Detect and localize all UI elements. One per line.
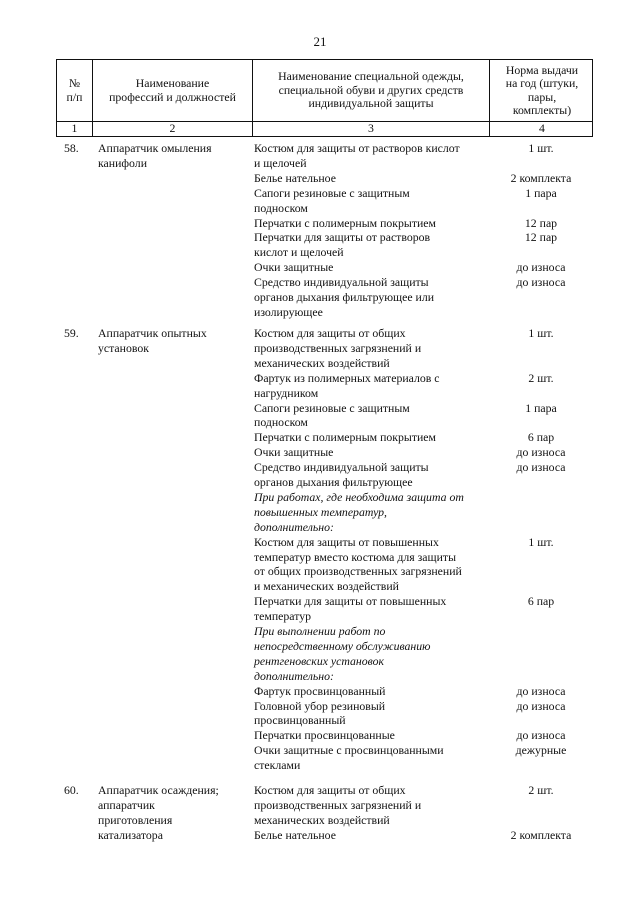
item-name-line: Очки защитные (254, 445, 334, 460)
issue-norm: 2 комплекта (510, 827, 572, 842)
item-name-line: подноском (254, 200, 308, 215)
profession-name: Аппаратчик опытных установок (98, 326, 207, 355)
item-name-line: Фартук просвинцованный (254, 683, 386, 698)
item-name-line: от общих производственных загрязнений (254, 564, 462, 579)
item-name-line: стеклами (254, 758, 301, 773)
item-name-line: температур (254, 609, 312, 624)
item-name-line: и механических воздействий (254, 579, 399, 594)
header-col-number: № п/п (57, 60, 93, 121)
issue-norm: до износа (516, 275, 566, 290)
issue-norm: 1 шт. (528, 141, 554, 155)
condition-note-line: повышенных температур, (254, 504, 388, 519)
item-name-line: Очки защитные (254, 260, 334, 275)
item-name-line: Перчатки с полимерным покрытием (254, 430, 437, 445)
header-col-item: Наименование специальной одежды, специальной обуви и других средств индивидуальной защиты (253, 60, 490, 121)
row-number: 58. (64, 141, 79, 155)
issue-norm: 12 пар (524, 230, 558, 245)
issue-norm: 6 пар (527, 594, 555, 609)
issue-norm: до износа (516, 728, 566, 743)
item-name-line: Перчатки с полимерным покрытием (254, 215, 437, 230)
issue-norm: 1 пара (525, 400, 557, 415)
profession-name: Аппаратчик осаждения; аппаратчик приготовления катализатора (98, 783, 219, 842)
item-name-line: Перчатки для защиты от растворов (254, 230, 431, 245)
row-number: 60. (64, 783, 79, 797)
item-name-line: Очки защитные с просвинцованными (254, 743, 444, 758)
profession-name: Аппаратчик омыления канифоли (98, 141, 212, 170)
item-name-line: кислот и щелочей (254, 245, 344, 260)
header-col-profession: Наименование профессий и должностей (93, 60, 253, 121)
issue-norm: до износа (516, 460, 566, 475)
item-name-line: Костюм для защиты от общих (254, 326, 406, 340)
item-name-line: и щелочей (254, 155, 307, 170)
item-name-line: нагрудником (254, 385, 319, 400)
row-number: 59. (64, 326, 79, 340)
item-name-line: Костюм для защиты от растворов кислот (254, 141, 460, 155)
item-name-line: подноском (254, 415, 308, 430)
issue-norm: 1 шт. (528, 534, 554, 549)
issue-norm: до износа (516, 260, 566, 275)
item-name-line: изолирующее (254, 304, 323, 319)
item-name-line: механических воздействий (254, 812, 390, 827)
issue-norm: 2 шт. (528, 370, 554, 385)
item-name-line: производственных загрязнений и (254, 340, 422, 355)
issue-norm: 2 комплекта (510, 170, 572, 185)
header-col-norm: Норма выдачи на год (штуки, пары, комплекты) (505, 62, 579, 117)
condition-note-line: рентгеновских установок (254, 653, 385, 668)
item-name-line: Средство индивидуальной защиты (254, 275, 429, 290)
item-name-line: Сапоги резиновые с защитным (254, 185, 410, 200)
condition-note-line: дополнительно: (254, 668, 334, 683)
column-number: 2 (93, 122, 253, 136)
ppe-norms-table (56, 59, 593, 842)
table-header (56, 59, 593, 122)
issue-norm: дежурные (515, 743, 567, 758)
item-name-line: производственных загрязнений и (254, 797, 422, 812)
item-name-line: Белье нательное (254, 827, 336, 842)
item-name-line: температур вместо костюма для защиты (254, 549, 457, 564)
item-name-line: Костюм для защиты от общих (254, 783, 406, 797)
condition-note-line: непосредственному обслуживанию (254, 638, 431, 653)
item-name-line: органов дыхания фильтрующее или (254, 290, 435, 304)
item-name-line: просвинцованный (254, 713, 346, 728)
item-name-line: Средство индивидуальной защиты (254, 460, 429, 475)
item-name-line: Перчатки для защиты от повышенных (254, 594, 447, 609)
item-name-line: Фартук из полимерных материалов с (254, 370, 440, 385)
issue-norm: 6 пар (527, 430, 555, 445)
column-numbers-row (56, 122, 593, 137)
item-name-line: Сапоги резиновые с защитным (254, 400, 410, 415)
column-number: 3 (253, 122, 490, 136)
issue-norm: 12 пар (524, 215, 558, 230)
issue-norm: 1 шт. (528, 326, 554, 340)
issue-norm: до износа (516, 445, 566, 460)
issue-norm: до износа (516, 698, 566, 713)
condition-note-line: При работах, где необходима защита от (254, 489, 464, 504)
item-name-line: Белье нательное (254, 170, 336, 185)
item-name-line: Головной убор резиновый (254, 698, 386, 713)
page-number: 21 (313, 34, 327, 49)
issue-norm: 2 шт. (528, 783, 554, 797)
column-number: 4 (539, 121, 545, 135)
item-name-line: Костюм для защиты от повышенных (254, 534, 439, 549)
condition-note-line: При выполнении работ по (254, 624, 386, 638)
item-name-line: Перчатки просвинцованные (254, 728, 395, 743)
column-number: 1 (57, 122, 93, 136)
condition-note-line: дополнительно: (254, 519, 334, 534)
issue-norm: 1 пара (525, 185, 557, 200)
item-name-line: органов дыхания фильтрующее (254, 475, 413, 489)
issue-norm: до износа (516, 683, 566, 698)
item-name-line: механических воздействий (254, 355, 390, 370)
